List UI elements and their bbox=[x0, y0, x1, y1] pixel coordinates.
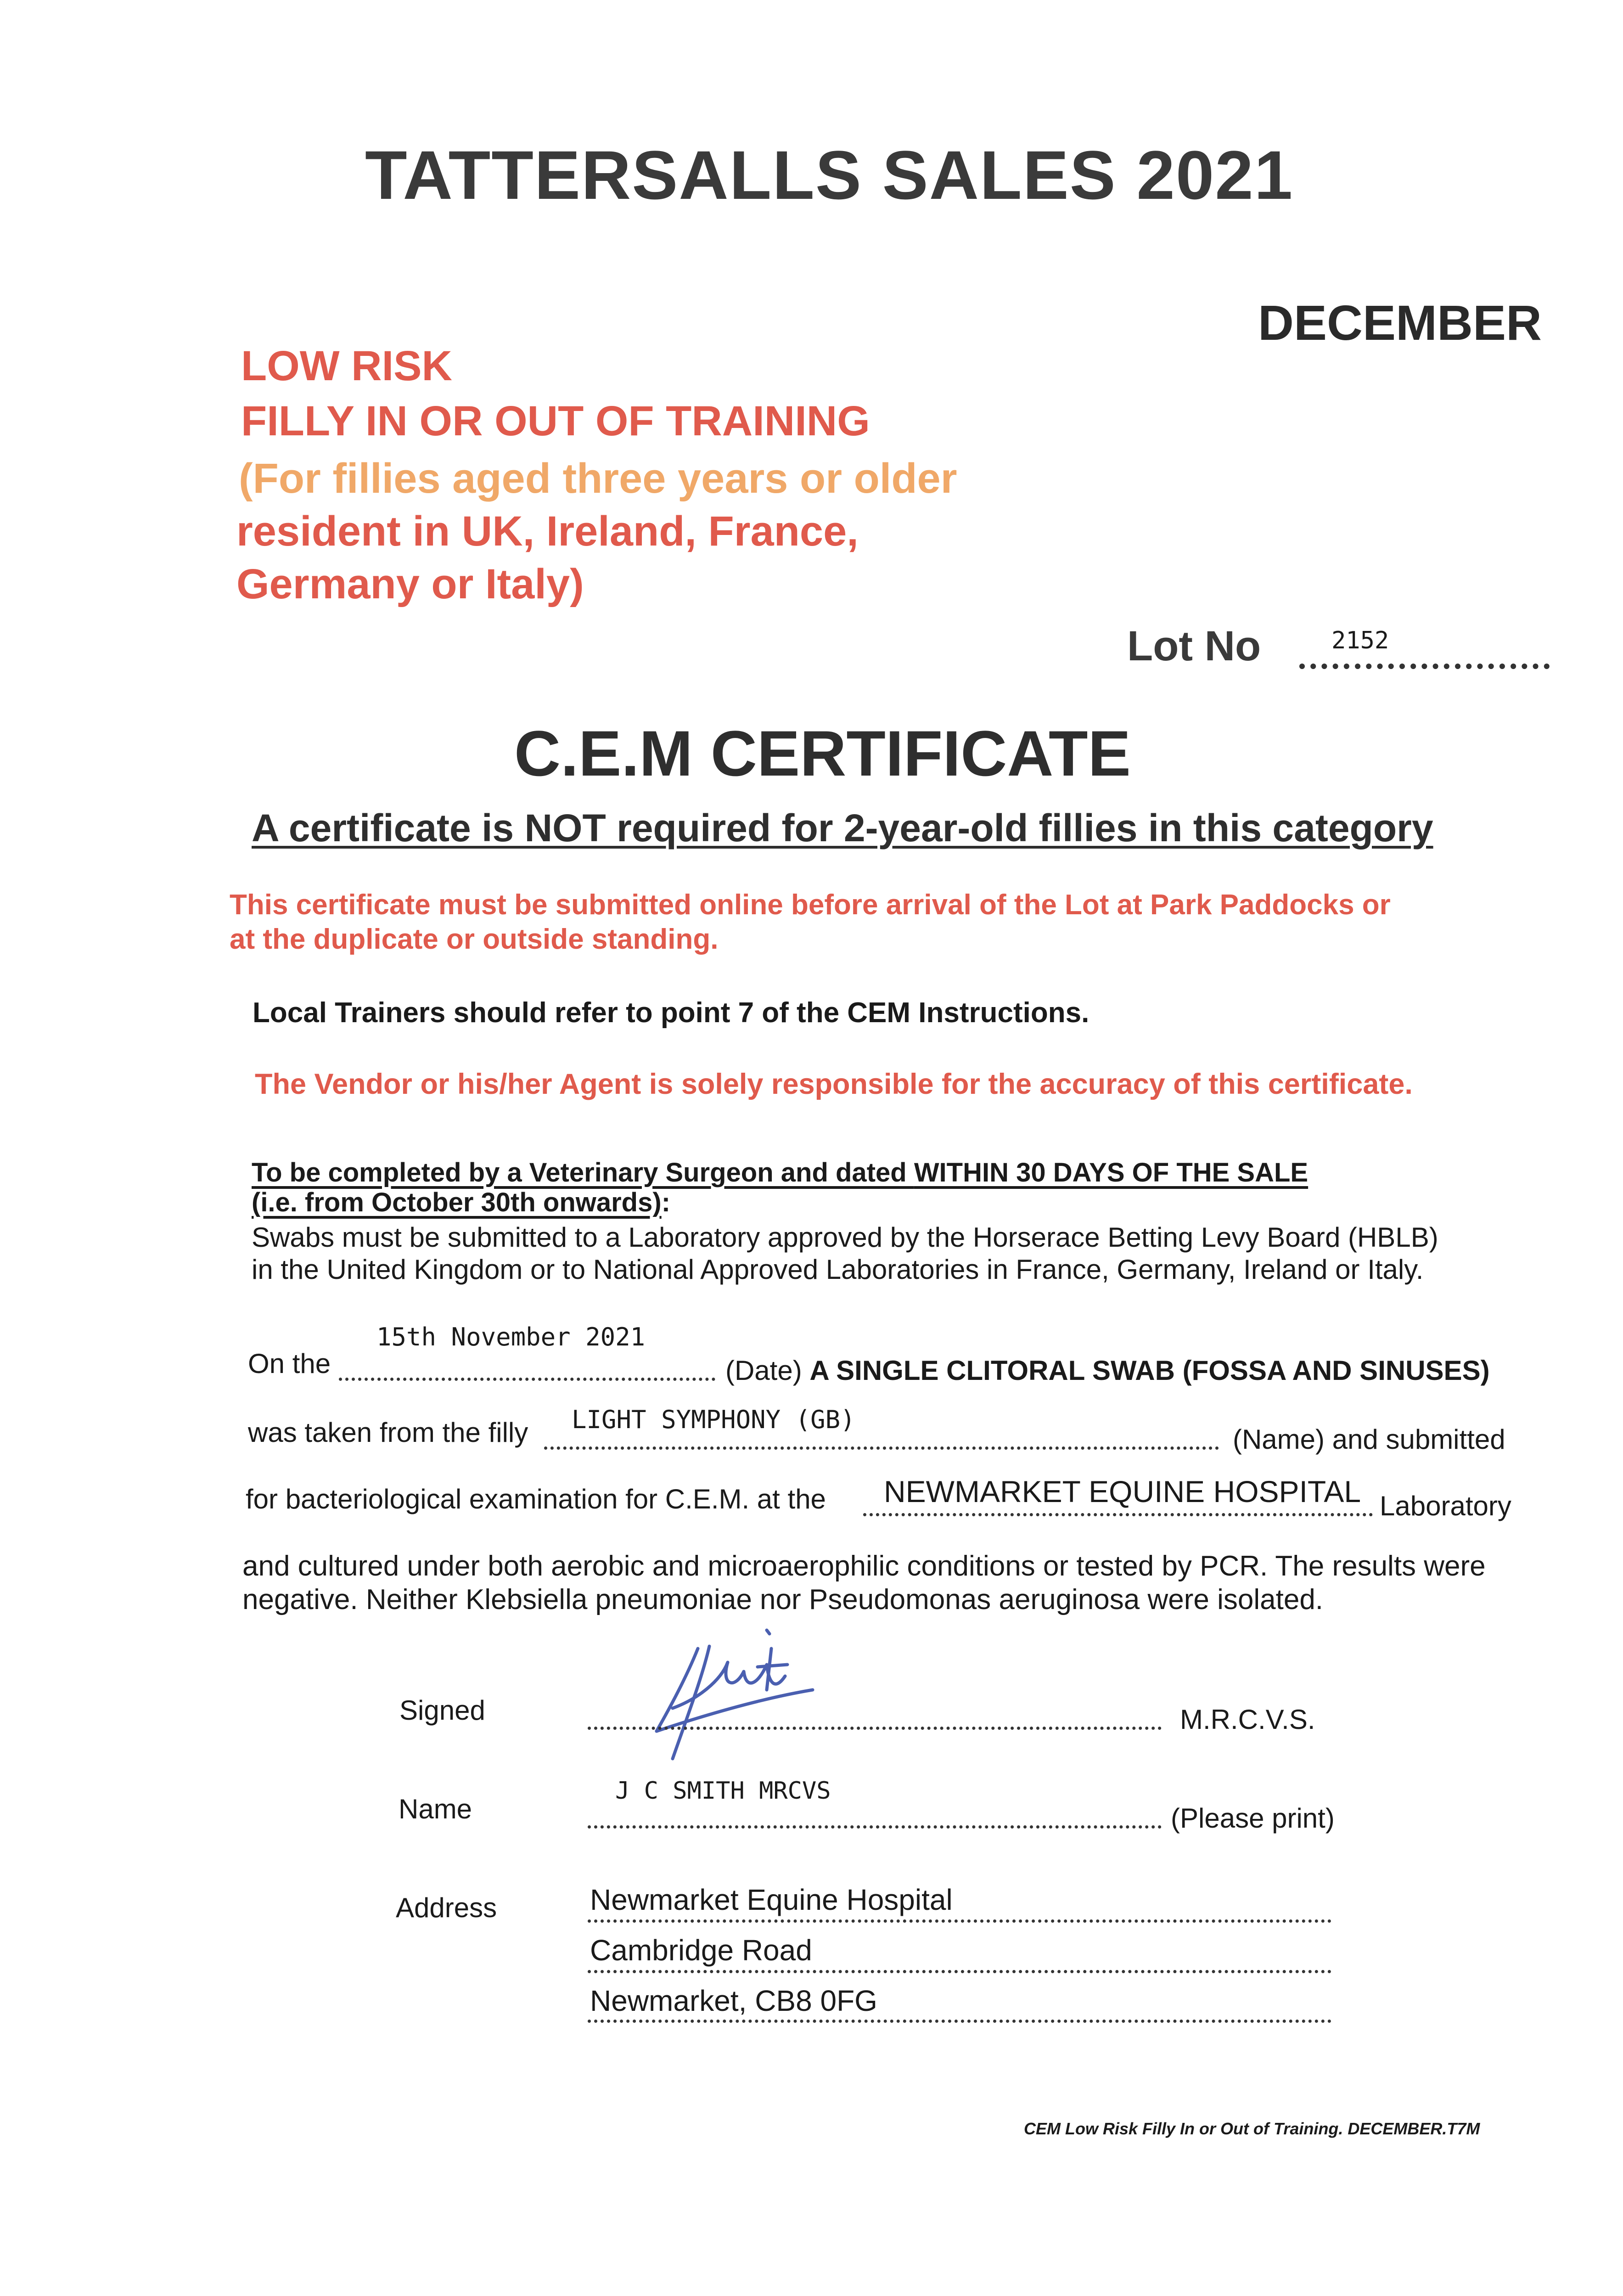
filly-name: LIGHT SYMPHONY (GB) bbox=[572, 1405, 855, 1434]
swab-instructions-line1: Swabs must be submitted to a Laboratory approved by the Horserace Betting Levy Board (HBLB) bbox=[252, 1222, 1438, 1253]
on-the-label: On the bbox=[248, 1348, 331, 1379]
date-field-label bbox=[725, 1355, 1490, 1386]
page-title: TATTERSALLS SALES 2021 bbox=[365, 136, 1294, 214]
laboratory-label: Laboratory bbox=[1380, 1491, 1511, 1521]
please-print-label: (Please print) bbox=[1171, 1803, 1335, 1834]
taken-from-label: was taken from the filly bbox=[248, 1417, 528, 1448]
address-line3-rule bbox=[588, 2020, 1331, 2023]
address-line2: Cambridge Road bbox=[590, 1934, 812, 1967]
examination-text: for bacteriological examination for C.E.M. at the bbox=[246, 1484, 826, 1514]
date-label: (Date) bbox=[725, 1355, 802, 1386]
name-label: Name bbox=[399, 1794, 472, 1824]
filly-name-label: (Name) and submitted bbox=[1233, 1424, 1505, 1455]
vet-name-line bbox=[588, 1825, 1162, 1829]
submit-note-line1: This certificate must be submitted online before arrival of the Lot at Park Paddocks or bbox=[230, 889, 1391, 921]
mrcvs-label: M.R.C.V.S. bbox=[1180, 1704, 1315, 1735]
address-label: Address bbox=[396, 1892, 497, 1923]
local-trainers-note: Local Trainers should refer to point 7 of the CEM Instructions. bbox=[253, 997, 1089, 1029]
address-line2-rule bbox=[588, 1970, 1331, 1973]
submit-note-line2: at the duplicate or outside standing. bbox=[230, 923, 719, 955]
not-required-note: A certificate is NOT required for 2-year-old fillies in this category bbox=[252, 806, 1433, 850]
instructions-deadline: WITHIN 30 DAYS OF THE SALE bbox=[914, 1158, 1309, 1187]
laboratory-name: NEWMARKET EQUINE HOSPITAL bbox=[884, 1474, 1361, 1508]
date-field-line bbox=[339, 1378, 715, 1381]
signature-image bbox=[629, 1621, 831, 1768]
lot-number-line bbox=[1299, 664, 1550, 669]
instructions-heading bbox=[252, 1157, 1308, 1188]
signed-label: Signed bbox=[399, 1695, 485, 1726]
results-line2: negative. Neither Klebsiella pneumoniae nor Pseudomonas aeruginosa were isolated. bbox=[242, 1584, 1324, 1615]
form-reference: CEM Low Risk Filly In or Out of Training. DECEMBER.T7M bbox=[1024, 2119, 1480, 2138]
swab-instructions-line2: in the United Kingdom or to National Approved Laboratories in France, Germany, Ireland or Italy. bbox=[252, 1254, 1424, 1285]
filly-name-line bbox=[544, 1446, 1219, 1450]
swab-type: A SINGLE CLITORAL SWAB (FOSSA AND SINUSES) bbox=[809, 1355, 1490, 1386]
date-range-colon: : bbox=[661, 1187, 671, 1217]
instructions-date-range bbox=[252, 1187, 670, 1218]
instructions-prefix: To be completed by a Veterinary Surgeon and dated bbox=[252, 1158, 914, 1187]
vendor-note: The Vendor or his/her Agent is solely responsible for the accuracy of this certificate. bbox=[255, 1068, 1413, 1100]
category-condition-line2: resident in UK, Ireland, France, bbox=[236, 508, 859, 555]
results-line1: and cultured under both aerobic and microaerophilic conditions or tested by PCR. The results were bbox=[242, 1550, 1486, 1582]
laboratory-line bbox=[863, 1513, 1373, 1516]
address-line1: Newmarket Equine Hospital bbox=[590, 1883, 953, 1916]
lot-number: 2152 bbox=[1331, 627, 1389, 654]
vet-name: J C SMITH MRCVS bbox=[615, 1777, 831, 1805]
date-value: 15th November 2021 bbox=[376, 1322, 646, 1351]
category-type: FILLY IN OR OUT OF TRAINING bbox=[241, 398, 870, 445]
date-range-text: (i.e. from October 30th onwards) bbox=[252, 1187, 662, 1217]
category-condition-line3: Germany or Italy) bbox=[236, 561, 584, 608]
sale-month: DECEMBER bbox=[1258, 295, 1542, 350]
certificate-title: C.E.M CERTIFICATE bbox=[514, 717, 1131, 789]
lot-label: Lot No bbox=[1127, 623, 1261, 670]
address-line3: Newmarket, CB8 0FG bbox=[590, 1984, 877, 2017]
address-line1-rule bbox=[588, 1919, 1331, 1923]
risk-level: LOW RISK bbox=[241, 343, 452, 389]
signature-line bbox=[588, 1727, 1162, 1730]
category-condition-line1: (For fillies aged three years or older bbox=[239, 455, 957, 502]
